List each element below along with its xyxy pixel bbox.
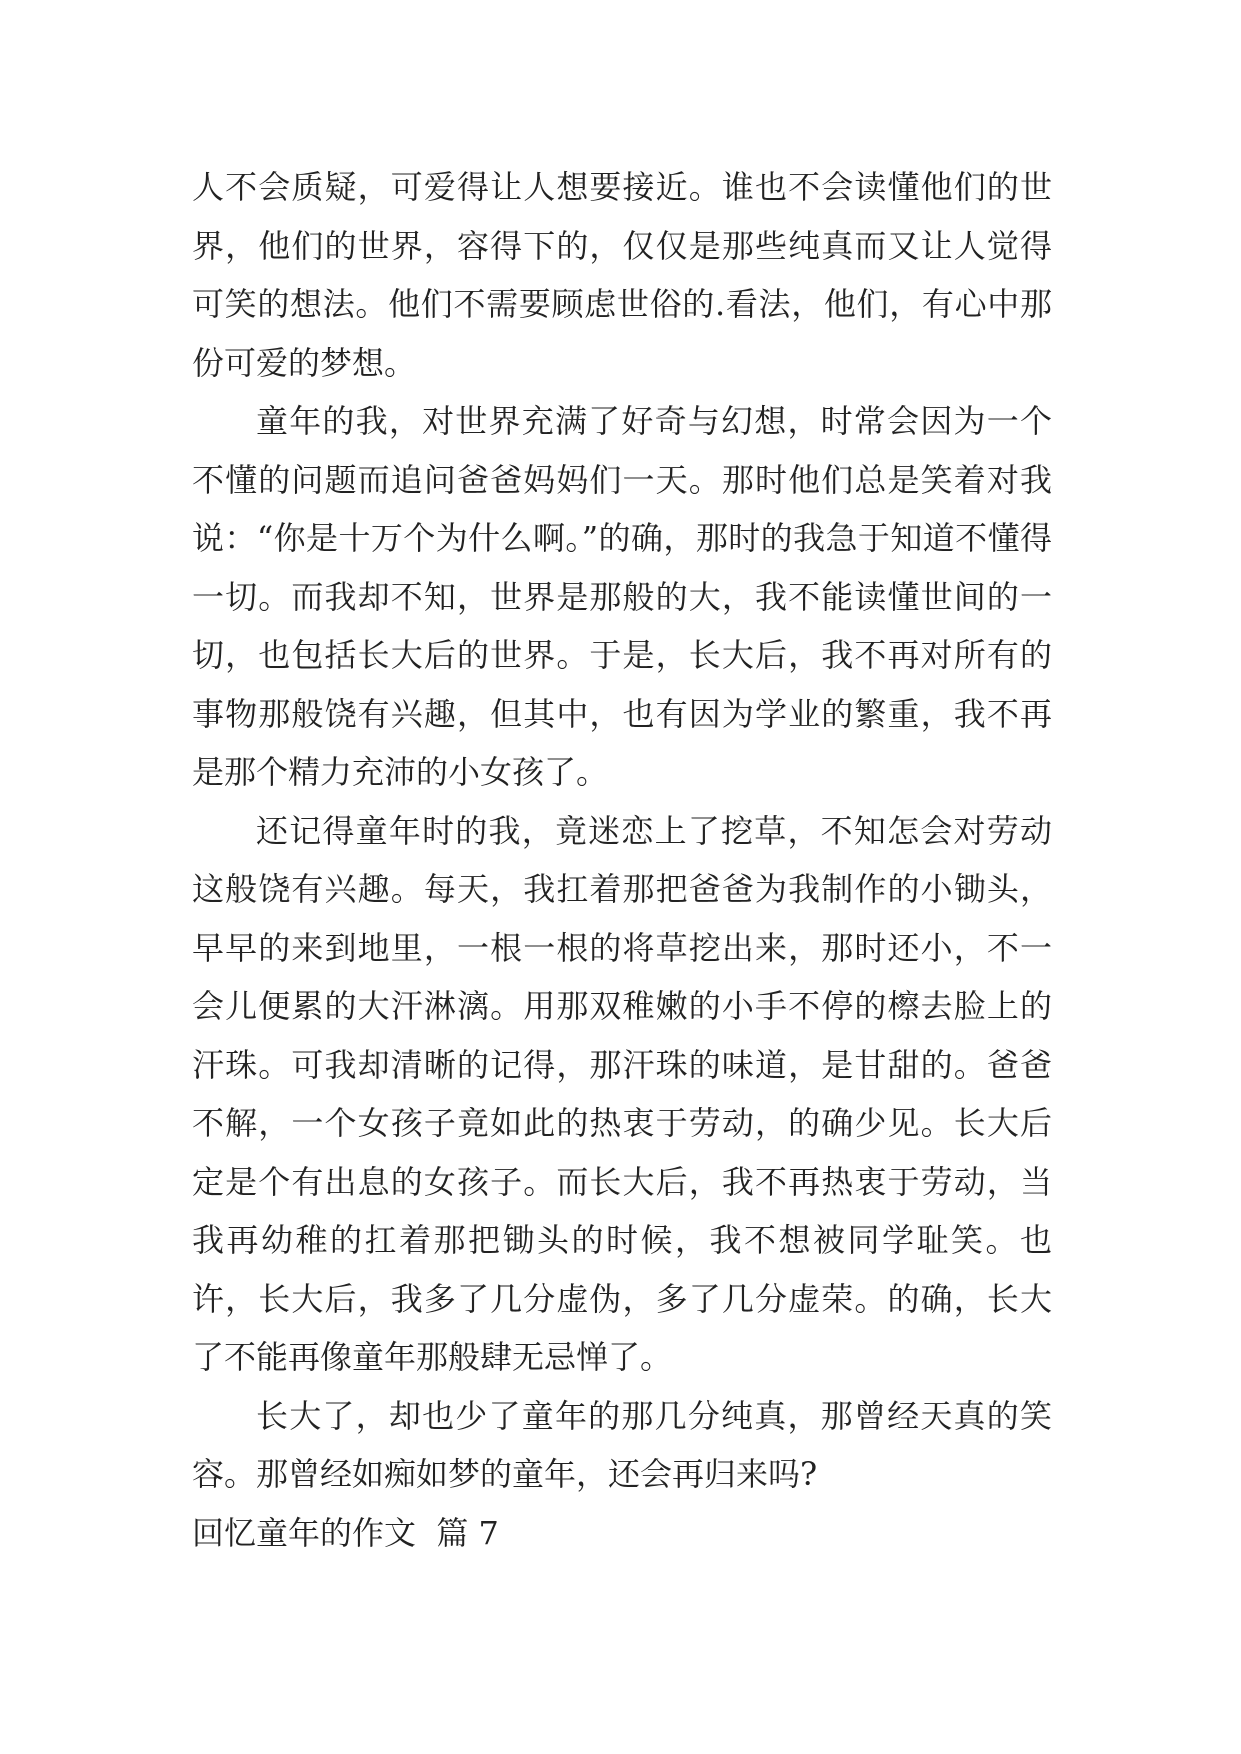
paragraph-2: 童年的我，对世界充满了好奇与幻想，时常会因为一个不懂的问题而追问爸爸妈妈们一天。那时他们总是笑着对我说：“你是十万个为什么啊。”的确，那时的我急于知道不懂得一切。而我却不知，世界是那般的大，我不能读懂世间的一切，也包括长大后的世界。于是，长大后，我不再对所有的事物那般饶有兴趣，但其中，也有因为学业的繁重，我不再是那个精力充沛的小女孩了。 <box>192 402 1052 791</box>
paragraph-1: 人不会质疑，可爱得让人想要接近。谁也不会读懂他们的世界，他们的世界，容得下的，仅仅是那些纯真而又让人觉得可笑的想法。他们不需要顾虑世俗的.看法，他们，有心中那份可爱的梦想。 <box>192 168 1052 382</box>
paragraph-4: 长大了，却也少了童年的那几分纯真，那曾经天真的笑容。那曾经如痴如梦的童年，还会再归来吗? <box>192 1396 1052 1493</box>
section-heading: 回忆童年的作文 篇 7 <box>192 1513 499 1552</box>
document-page <box>192 158 1052 1562</box>
paragraph-3: 还记得童年时的我，竟迷恋上了挖草，不知怎会对劳动这般饶有兴趣。每天，我扛着那把爸爸为我制作的小锄头，早早的来到地里，一根一根的将草挖出来，那时还小，不一会儿便累的大汗淋漓。用那双稚嫩的小手不停的檫去脸上的汗珠。可我却清晰的记得，那汗珠的味道，是甘甜的。爸爸不解，一个女孩子竟如此的热衷于劳动，的确少见。长大后定是个有出息的女孩子。而长大后，我不再热衷于劳动，当我再幼稚的扛着那把锄头的时候，我不想被同学耻笑。也许，长大后，我多了几分虚伪，多了几分虚荣。的确，长大了不能再像童年那般肆无忌惮了。 <box>192 811 1052 1376</box>
